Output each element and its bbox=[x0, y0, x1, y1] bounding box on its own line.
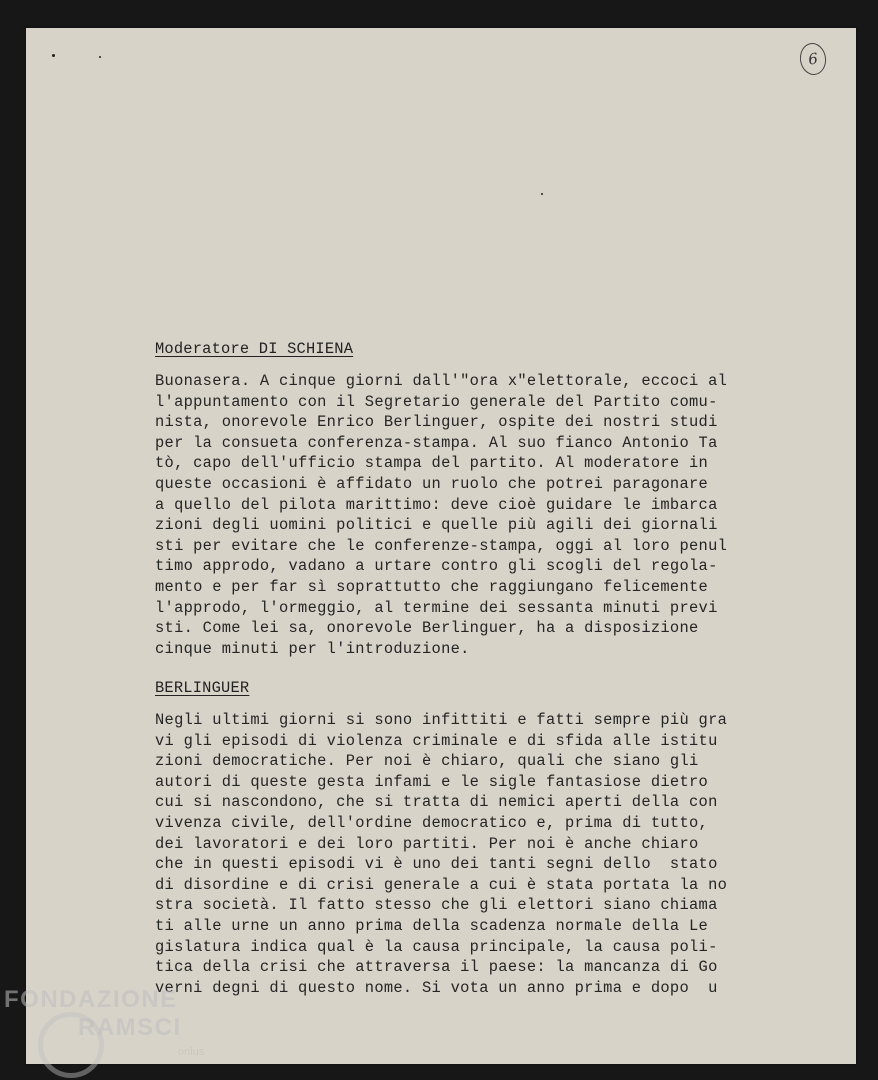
speaker-heading-moderator: Moderatore DI SCHIENA bbox=[155, 340, 354, 358]
text-line: vivenza civile, dell'ordine democratico e, prima di tutto, bbox=[155, 813, 709, 832]
text-line: gislatura indica qual è la causa principale, la causa poli- bbox=[155, 937, 718, 956]
paper-speck bbox=[99, 56, 101, 58]
text-line: zioni democratiche. Per noi è chiaro, quali che siano gli bbox=[155, 752, 699, 771]
text-line: zioni degli uomini politici e quelle più agili dei giornali bbox=[155, 516, 718, 535]
text-line: vi gli episodi di violenza criminale e di sfida alle istitu bbox=[155, 731, 718, 750]
text-line: verni degni di questo nome. Si vota un anno prima e dopo u bbox=[155, 978, 718, 997]
speaker-heading-berlinguer: BERLINGUER bbox=[155, 679, 250, 697]
page-number: 6 bbox=[798, 41, 828, 76]
text-line: cui si nascondono, che si tratta di nemici aperti della con bbox=[155, 793, 718, 812]
text-line: ti alle urne un anno prima della scadenza normale della Le bbox=[155, 916, 709, 935]
text-line: Buonasera. A cinque giorni dall'"ora x"elettorale, eccoci al bbox=[155, 372, 728, 390]
text-line: autori di queste gesta infami e le sigle fantasiose dietro bbox=[155, 772, 709, 791]
text-line: sti. Come lei sa, onorevole Berlinguer, ha a disposizione bbox=[155, 619, 699, 638]
text-line: sti per evitare che le conferenze-stampa, oggi al loro penul bbox=[155, 536, 728, 555]
text-line: per la consueta conferenza-stampa. Al suo fianco Antonio Ta bbox=[155, 433, 718, 452]
text-line: queste occasioni è affidato un ruolo che potrei paragonare bbox=[155, 474, 709, 493]
transcript-paragraph-berlinguer bbox=[155, 710, 795, 998]
text-line: tica della crisi che attraversa il paese: la mancanza di Go bbox=[155, 958, 718, 977]
watermark-line2: RAMSCI bbox=[78, 1014, 182, 1041]
text-line: a quello del pilota marittimo: deve cioè guidare le imbarca bbox=[155, 495, 718, 514]
transcript-paragraph-moderator bbox=[155, 371, 795, 659]
text-line: timo approdo, vadano a urtare contro gli scogli del regola- bbox=[155, 557, 718, 576]
text-line: che in questi episodi vi è uno dei tanti segni dello stato bbox=[155, 855, 718, 874]
text-line: l'approdo, l'ormeggio, al termine dei sessanta minuti previ bbox=[155, 598, 718, 617]
text-line: di disordine e di crisi generale a cui è stata portata la no bbox=[155, 875, 728, 894]
paper-speck bbox=[541, 193, 543, 195]
paper-speck bbox=[52, 54, 55, 57]
text-line: mento e per far sì soprattutto che raggiungano felicemente bbox=[155, 577, 709, 596]
text-line: dei lavoratori e dei loro partiti. Per noi è anche chiaro bbox=[155, 834, 699, 853]
text-line: stra società. Il fatto stesso che gli elettori siano chiama bbox=[155, 896, 718, 915]
text-line: Negli ultimi giorni si sono infittiti e fatti sempre più gra bbox=[155, 711, 728, 729]
watermark-suffix: onlus bbox=[178, 1046, 205, 1058]
text-line: cinque minuti per l'introduzione. bbox=[155, 639, 470, 658]
text-line: nista, onorevole Enrico Berlinguer, ospite dei nostri studi bbox=[155, 413, 718, 432]
text-line: l'appuntamento con il Segretario generale del Partito comu- bbox=[155, 392, 718, 411]
text-line: tò, capo dell'ufficio stampa del partito. Al moderatore in bbox=[155, 454, 709, 473]
watermark-line1: FONDAZIONE bbox=[4, 986, 178, 1013]
